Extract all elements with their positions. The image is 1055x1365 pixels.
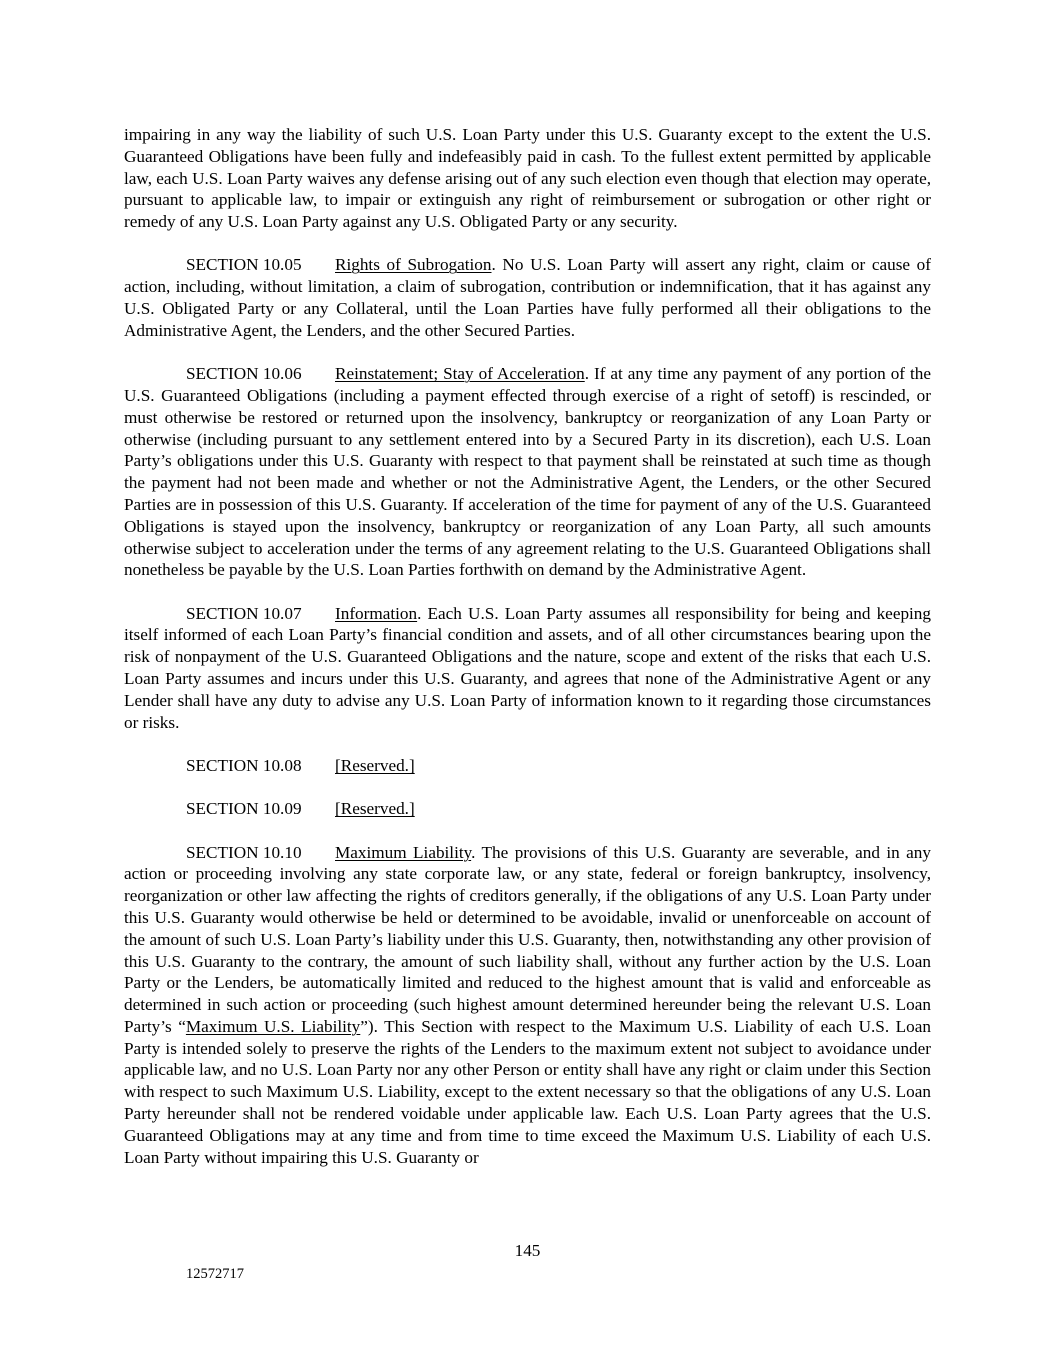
section-10-08 (124, 755, 931, 777)
section-number: SECTION 10.10 (186, 842, 302, 862)
section-10-09 (124, 798, 931, 820)
section-caption: Rights of Subrogation (335, 255, 492, 275)
section-number: SECTION 10.07 (186, 603, 302, 623)
section-text: . If at any time any payment of any portion of the U.S. Guaranteed Obligations (including a payment effected through exercise of a right of setoff) is rescinded, or must otherwise be restored or returned upon the insolvency, bankruptcy or reorganization of any Loan Party or otherwise (including pursuant to any settlement entered into by a Secured Party in its discretion), each U.S. Loan Party’s obligations under this U.S. Guaranty with respect to that payment shall be reinstated at such time as though the payment had not been made and whether or not the Administrative Agent, the Lenders, or the other Secured Parties are in possession of this U.S. Guaranty. If acceleration of the time for payment of any of the U.S. Guaranteed Obligations is stayed upon the insolvency, bankruptcy or reorganization of any Loan Party, all such amounts otherwise subject to acceleration under the terms of any agreement relating to the U.S. Guaranteed Obligations shall nonetheless be payable by the U.S. Loan Parties forthwith on demand by the Administrative Agent. (124, 364, 931, 580)
section-number: SECTION 10.06 (186, 364, 302, 384)
section-10-06 (124, 363, 931, 581)
section-caption: Information (335, 603, 418, 623)
section-number: SECTION 10.08 (186, 755, 302, 775)
page-number: 145 (514, 1241, 541, 1260)
section-text: . No U.S. Loan Party will assert any right, claim or cause of action, including, without limitation, a claim of subrogation, contribution or indemnification, that it has against any U.S. Obligated Party or any Collateral, until the Loan Parties have fully performed all their obligations to the Administrative Agent, the Lenders, and the other Secured Parties. (124, 255, 931, 340)
section-text: . The provisions of this U.S. Guaranty are severable, and in any action or proceeding involving any state corporate law, or any state, federal or foreign bankruptcy, insolvency, reorganization or other law affecting the rights of creditors generally, if the obligations of any U.S. Loan Party under this U.S. Guaranty would otherwise be held or determined to be avoidable, invalid or unenforceable on account of the amount of such U.S. Loan Party’s liability under this U.S. Guaranty, then, notwithstanding any other provision of this U.S. Guaranty to the contrary, the amount of such liability shall, without any further action by the U.S. Loan Party or the Lenders, be automatically limited and reduced to the highest amount that is valid and enforceable as determined in such action or proceeding (such highest amount determined hereunder being the relevant U.S. Loan Party’s “ (124, 842, 931, 1036)
opening-paragraph: impairing in any way the liability of such U.S. Loan Party under this U.S. Guaranty except to the extent the U.S. Guaranteed Obligations have been fully and indefeasibly paid in cash. To the fullest extent permitted by applicable law, each U.S. Loan Party waives any defense arising out of any such election even though that election may operate, pursuant to applicable law, to impair or extinguish any right of reimbursement or subrogation or other right or remedy of any U.S. Loan Party against any U.S. Obligated Party or any security. (124, 125, 931, 232)
section-number: SECTION 10.05 (186, 255, 302, 275)
section-text: . Each U.S. Loan Party assumes all responsibility for being and keeping itself informed of each Loan Party’s financial condition and assets, and of all other circumstances bearing upon the risk of nonpayment of the U.S. Guaranteed Obligations and the nature, scope and extent of the risks that each U.S. Loan Party assumes and incurs under this U.S. Guaranty, and agrees that none of the Administrative Agent or any Lender shall have any duty to advise any U.S. Loan Party of information known to it regarding those circumstances or risks. (124, 603, 931, 732)
section-number: SECTION 10.09 (186, 799, 302, 819)
section-caption: [Reserved.] (335, 799, 415, 819)
section-10-07 (124, 603, 931, 734)
section-caption: [Reserved.] (335, 755, 415, 775)
section-caption: Maximum Liability (335, 842, 472, 862)
section-text-continued: ”). This Section with respect to the Maximum U.S. Liability of each U.S. Loan Party is intended solely to preserve the rights of the Lenders to the maximum extent not subject to avoidance under applicable law, and no U.S. Loan Party nor any other Person or entity shall have any right or claim under this Section with respect to such Maximum U.S. Liability, except to the extent necessary so that the obligations of any U.S. Loan Party hereunder shall not be rendered voidable under applicable law. Each U.S. Loan Party agrees that the U.S. Guaranteed Obligations may at any time and from time to time exceed the Maximum U.S. Liability of each U.S. Loan Party without impairing this U.S. Guaranty or (124, 1016, 931, 1167)
defined-term: Maximum U.S. Liability (185, 1016, 361, 1036)
document-body (124, 124, 931, 1190)
section-10-10 (124, 842, 931, 1169)
section-caption: Reinstatement; Stay of Acceleration (335, 364, 585, 384)
document-id: 12572717 (186, 1266, 244, 1282)
section-10-05 (124, 254, 931, 341)
